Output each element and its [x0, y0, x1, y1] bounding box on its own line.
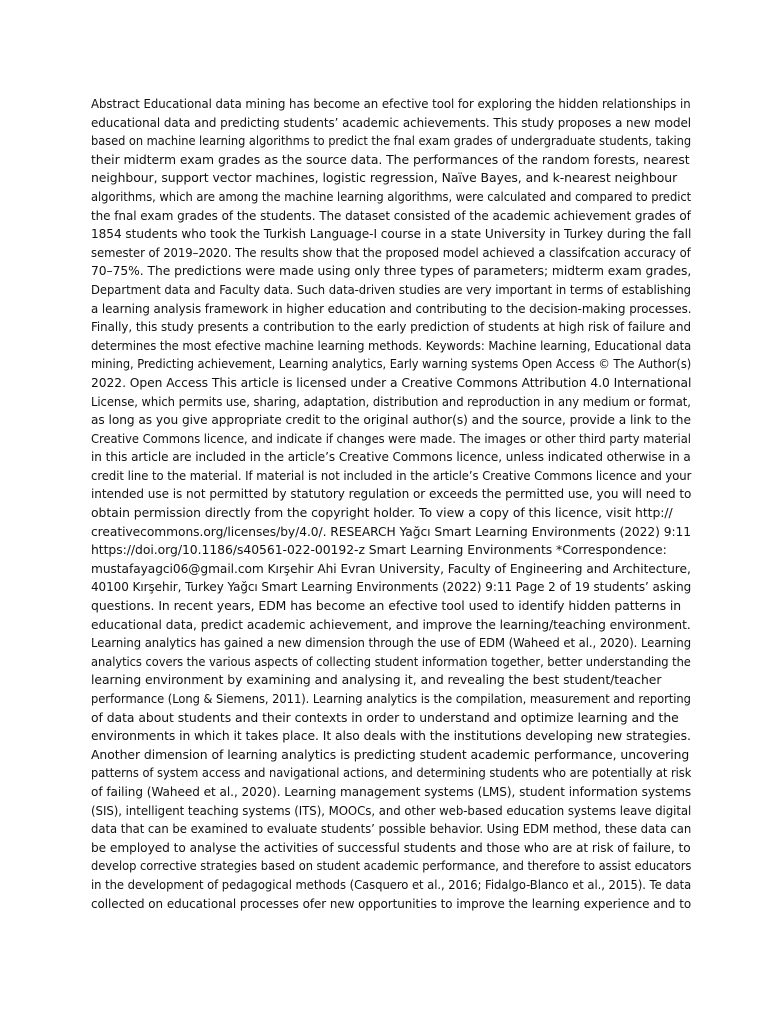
text-line: patterns of system access and navigational actions, and determining students who are potentially at risk — [91, 765, 692, 781]
text-line: environments in which it takes place. It also deals with the institutions developing new strategies. — [91, 728, 691, 744]
text-line: algorithms, which are among the machine learning algorithms, were calculated and compared to predict — [91, 188, 692, 204]
text-line: semester of 2019–2020. The results show that the proposed model achieved a classifcation accuracy of — [91, 244, 691, 260]
text-line: 1854 students who took the Turkish Language-I course in a state University in Turkey during the fall — [91, 226, 692, 242]
text-line: obtain permission directly from the copyright holder. To view a copy of this licence, visit http:// — [91, 505, 673, 521]
text-line: as long as you give appropriate credit to the original author(s) and the source, provide a link to the — [91, 412, 691, 428]
text-line: 40100 Kırşehir, Turkey Yağcı Smart Learning Environments (2022) 9:11 Page 2 of 19 students’ asking — [91, 579, 692, 595]
body-text — [91, 95, 691, 913]
text-line: develop corrective strategies based on student academic performance, and therefore to assist educators — [91, 858, 692, 874]
text-line: in this article are included in the article’s Creative Commons licence, unless indicated otherwise in a — [91, 449, 691, 465]
document-page — [91, 95, 691, 913]
text-line: analytics covers the various aspects of collecting student information together, better understanding the — [91, 653, 691, 669]
text-line: learning environment by examining and analysing it, and revealing the best student/teacher — [91, 672, 662, 688]
text-line: mining, Predicting achievement, Learning analytics, Early warning systems Open Access © The Author(s) — [91, 356, 692, 372]
text-line: based on machine learning algorithms to predict the fnal exam grades of undergraduate students, taking — [91, 133, 692, 149]
text-line: questions. In recent years, EDM has become an efective tool used to identify hidden patterns in — [91, 598, 682, 614]
text-line: Another dimension of learning analytics is predicting student academic performance, uncovering — [91, 746, 690, 762]
text-line: Department data and Faculty data. Such data-driven studies are very important in terms of establishing — [91, 281, 691, 297]
text-line: https://doi.org/10.1186/s40561-022-00192-z Smart Learning Environments *Correspondence: — [91, 542, 667, 558]
text-line: 2022. Open Access This article is licensed under a Creative Commons Attribution 4.0 International — [91, 374, 692, 390]
text-line: a learning analysis framework in higher education and contributing to the decision-making processes. — [91, 300, 692, 316]
text-line: educational data, predict academic achievement, and improve the learning/teaching environment. — [91, 616, 691, 632]
text-line: be employed to analyse the activities of successful students and those who are at risk of failure, to — [91, 839, 691, 855]
text-line: their midterm exam grades as the source data. The performances of the random forests, nearest — [91, 151, 690, 167]
text-line: the fnal exam grades of the students. The dataset consisted of the academic achievement grades of — [91, 207, 691, 223]
text-line: in the development of pedagogical methods (Casquero et al., 2016; Fidalgo-Blanco et al., 2015). Te data — [91, 876, 692, 892]
text-line: 70–75%. The predictions were made using only three types of parameters; midterm exam grades, — [91, 263, 692, 279]
text-line: collected on educational processes ofer new opportunities to improve the learning experience and to — [91, 895, 692, 911]
text-line: Creative Commons licence, and indicate if changes were made. The images or other third party material — [91, 430, 691, 446]
text-line: of data about students and their contexts in order to understand and optimize learning and the — [91, 709, 679, 725]
text-line: mustafayagci06@gmail.com Kırşehir Ahi Evran University, Faculty of Engineering and Architecture, — [91, 560, 691, 576]
text-line: determines the most efective machine learning methods. Keywords: Machine learning, Educational data — [91, 337, 692, 353]
text-line: License, which permits use, sharing, adaptation, distribution and reproduction in any medium or format, — [91, 393, 691, 409]
text-line: educational data and predicting students’ academic achievements. This study proposes a new model — [91, 114, 692, 130]
text-line: neighbour, support vector machines, logistic regression, Naïve Bayes, and k-nearest neighbour — [91, 170, 678, 186]
text-line: performance (Long & Siemens, 2011). Learning analytics is the compilation, measurement and reporting — [91, 691, 691, 706]
text-line: intended use is not permitted by statutory regulation or exceeds the permitted use, you will need to — [91, 486, 692, 502]
text-line: Abstract Educational data mining has become an efective tool for exploring the hidden relationships in — [91, 96, 691, 111]
text-line: creativecommons.org/licenses/by/4.0/. RESEARCH Yağcı Smart Learning Environments (2022) 9:11 — [91, 523, 692, 539]
text-line: data that can be examined to evaluate students’ possible behavior. Using EDM method, these data can — [91, 821, 692, 837]
text-line: (SIS), intelligent teaching systems (ITS), MOOCs, and other web-based education systems leave digital — [91, 802, 692, 818]
text-line: of failing (Waheed et al., 2020). Learning management systems (LMS), student information systems — [91, 783, 692, 799]
text-line: Finally, this study presents a contribution to the early prediction of students at high risk of failure and — [91, 319, 691, 335]
text-line: credit line to the material. If material is not included in the article’s Creative Commons licence and your — [91, 467, 692, 483]
text-line: Learning analytics has gained a new dimension through the use of EDM (Waheed et al., 2020). Learning — [91, 635, 692, 651]
